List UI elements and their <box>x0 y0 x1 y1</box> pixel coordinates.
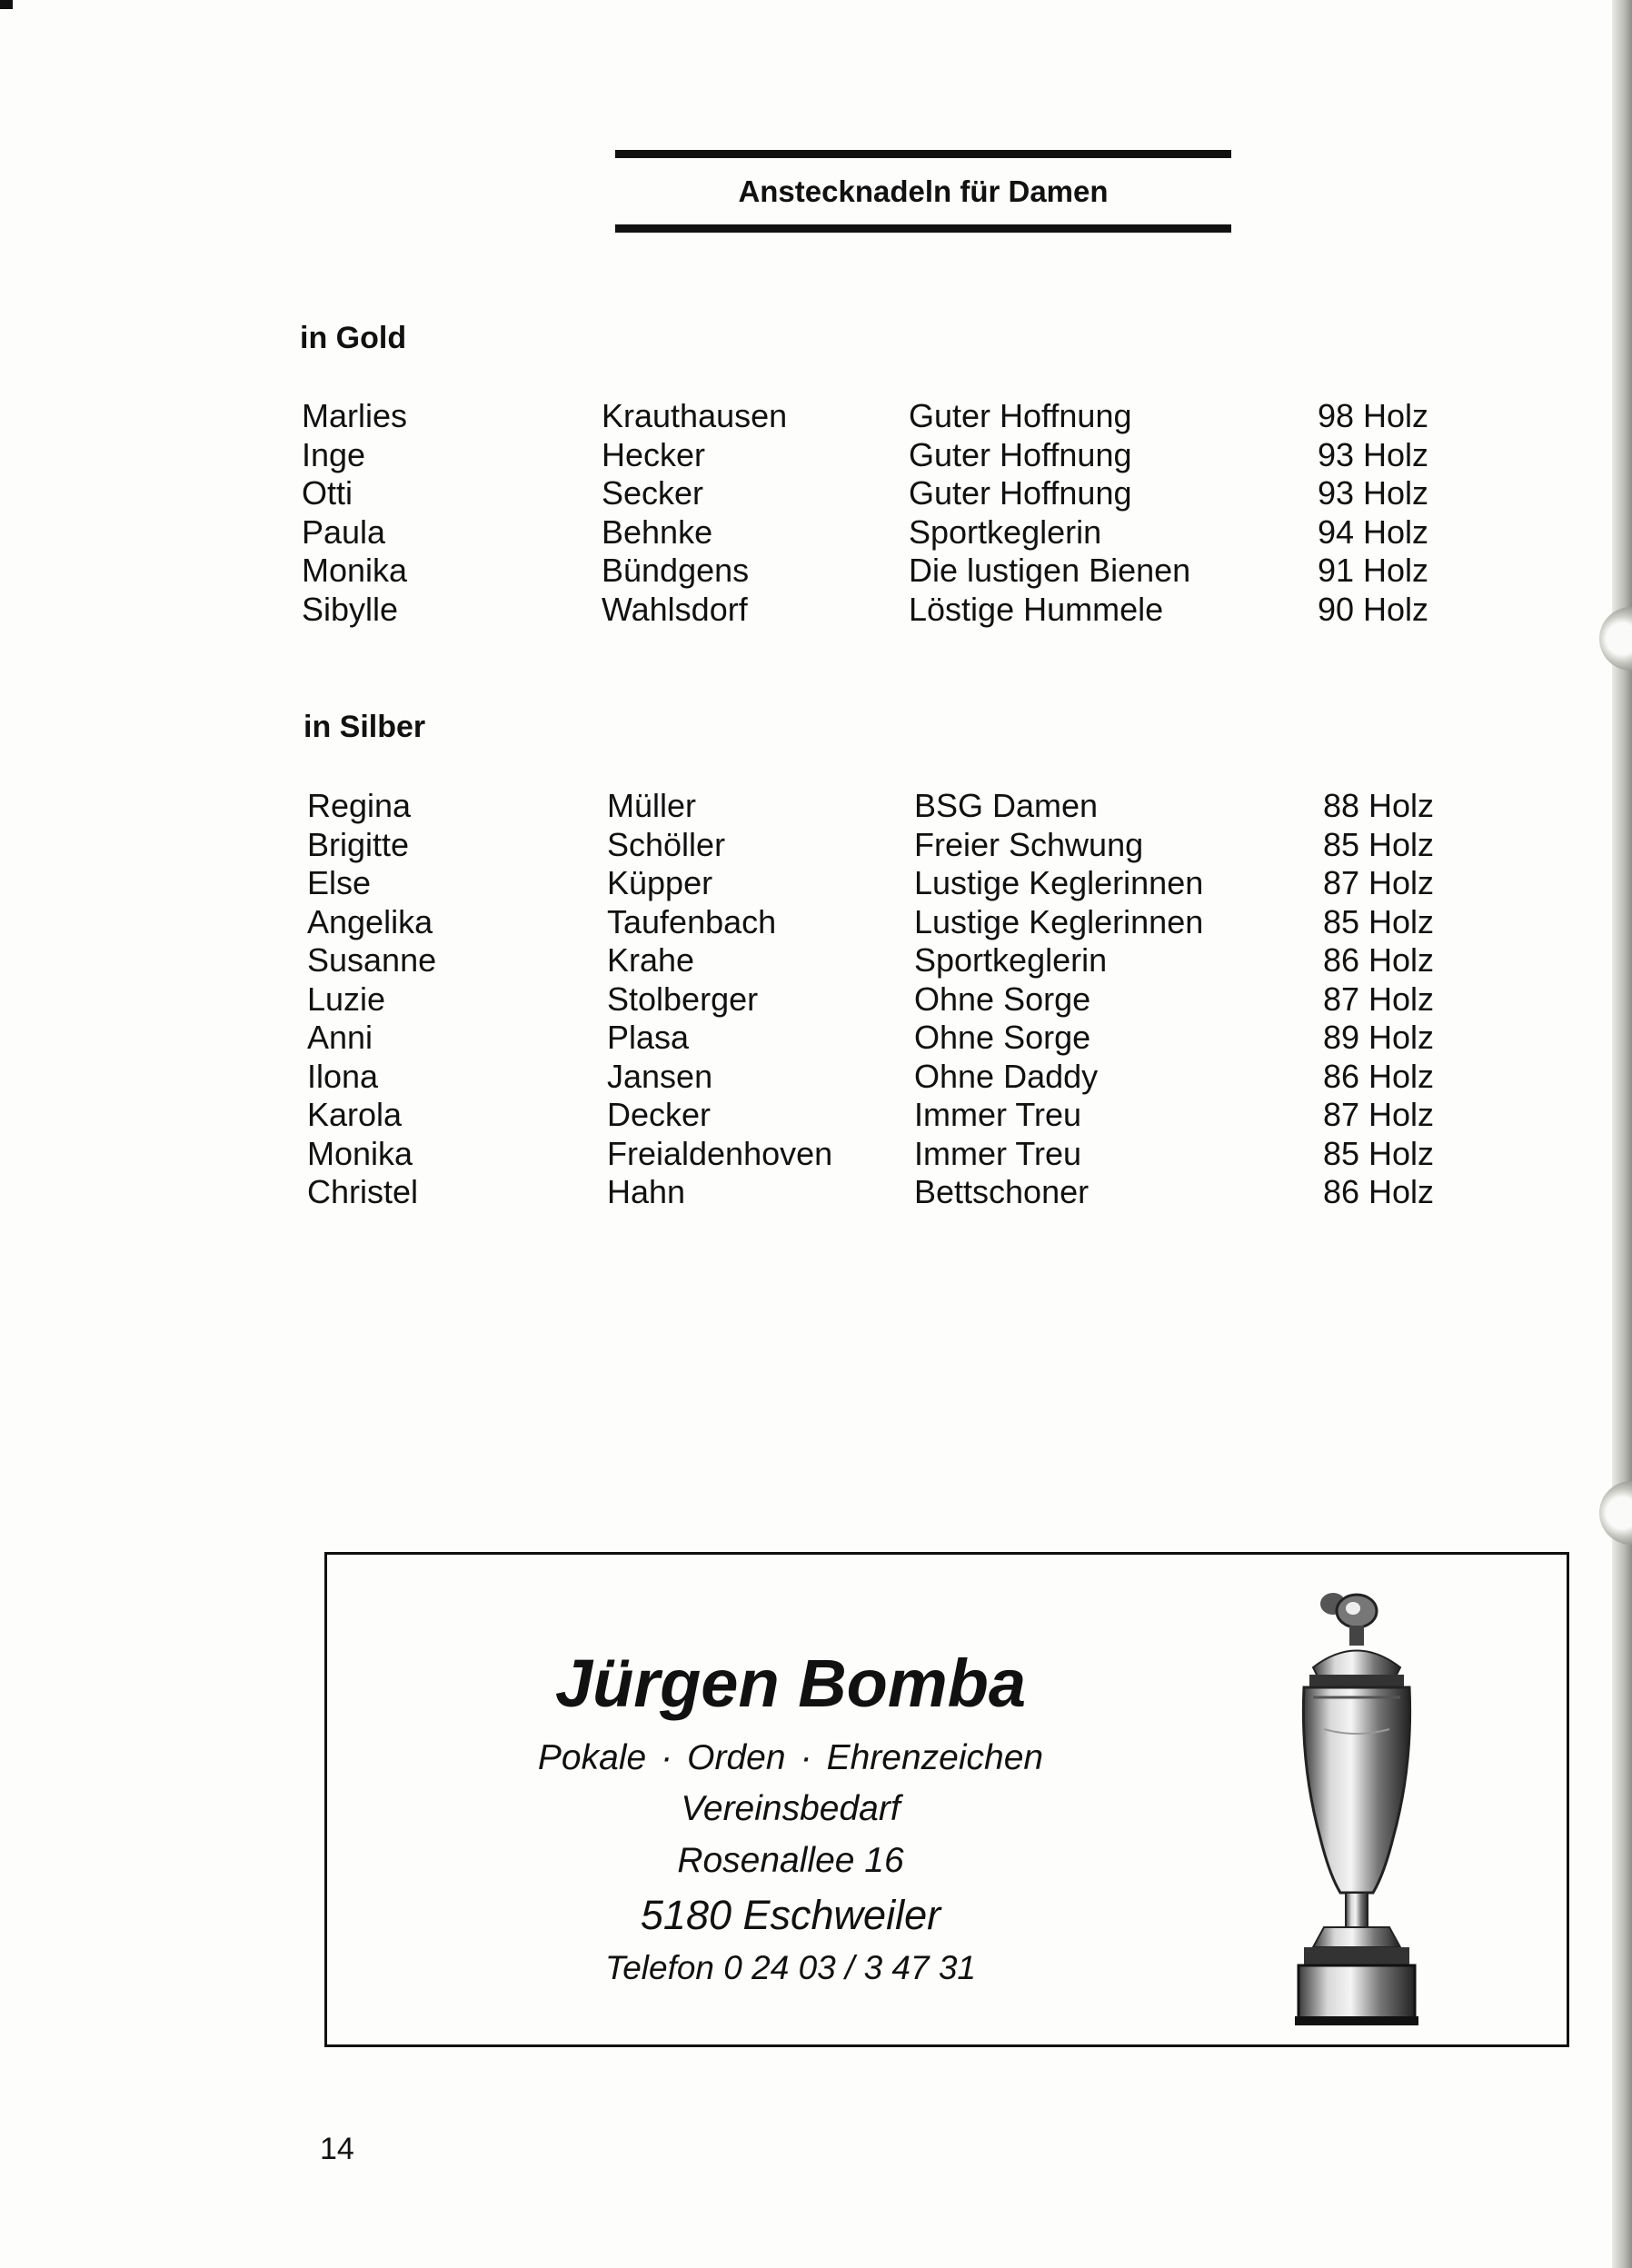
score: 86 Holz <box>1322 1173 1434 1210</box>
table-row <box>302 591 1574 630</box>
first-name: Paula <box>302 512 386 551</box>
table-row <box>307 864 1579 903</box>
last-name: Jansen <box>607 1057 713 1095</box>
first-name: Sibylle <box>302 590 399 628</box>
table-row <box>307 1135 1579 1174</box>
ad-separator: · <box>800 1738 812 1777</box>
ad-business-name: Jürgen Bomba <box>554 1646 1027 1721</box>
first-name: Inge <box>302 435 366 473</box>
score: 93 Holz <box>1317 435 1428 473</box>
club-name: Guter Hoffnung <box>909 397 1132 434</box>
club-name: Lustige Keglerinnen <box>914 902 1204 940</box>
last-name: Wahlsdorf <box>602 590 748 628</box>
punch-hole-bottom <box>1599 1481 1632 1545</box>
club-name: Ohne Sorge <box>914 1019 1091 1056</box>
club-name: Sportkeglerin <box>909 512 1102 551</box>
ad-service-2: Orden <box>687 1738 786 1777</box>
first-name: Ilona <box>307 1057 379 1095</box>
trophy-icon <box>1277 1584 1472 2029</box>
last-name: Küpper <box>607 864 713 901</box>
table-row <box>307 826 1579 865</box>
last-name: Freialdenhoven <box>607 1134 833 1172</box>
ad-service-1: Pokale <box>537 1738 647 1777</box>
section-title-gold: in Gold <box>300 321 407 355</box>
club-name: Ohne Daddy <box>914 1057 1099 1095</box>
score: 88 Holz <box>1322 787 1434 824</box>
table-row <box>307 1173 1579 1212</box>
last-name: Plasa <box>607 1019 690 1056</box>
first-name: Brigitte <box>307 825 410 863</box>
scan-corner-mark <box>0 0 13 9</box>
score: 85 Holz <box>1322 1134 1434 1172</box>
table-row <box>307 980 1579 1020</box>
last-name: Hecker <box>602 435 706 473</box>
first-name: Christel <box>307 1173 419 1210</box>
last-name: Secker <box>602 474 704 512</box>
score: 85 Holz <box>1322 825 1434 863</box>
first-name: Luzie <box>307 980 386 1018</box>
score: 89 Holz <box>1322 1019 1434 1056</box>
last-name: Taufenbach <box>607 902 777 940</box>
table-row <box>302 513 1574 552</box>
score: 87 Holz <box>1322 864 1434 901</box>
last-name: Krahe <box>607 941 695 979</box>
ad-separator: · <box>661 1738 673 1777</box>
club-name: Guter Hoffnung <box>909 435 1132 473</box>
table-row <box>302 474 1574 513</box>
heading-rule-top <box>615 150 1231 158</box>
first-name: Otti <box>302 474 353 512</box>
club-name: Freier Schwung <box>914 825 1144 863</box>
score: 85 Holz <box>1322 902 1434 940</box>
ad-service-3: Ehrenzeichen <box>826 1738 1044 1777</box>
last-name: Bündgens <box>602 552 750 589</box>
club-name: Immer Treu <box>914 1134 1082 1172</box>
score: 90 Holz <box>1317 590 1428 628</box>
last-name: Krauthausen <box>602 397 788 434</box>
club-name: Ohne Sorge <box>914 980 1091 1018</box>
table-row <box>302 552 1574 591</box>
ad-phone: Telefon 0 24 03 / 3 47 31 <box>604 1949 977 1986</box>
last-name: Decker <box>607 1096 712 1133</box>
score: 93 Holz <box>1317 474 1428 512</box>
punch-hole-top <box>1599 607 1632 671</box>
last-name: Hahn <box>607 1173 686 1210</box>
gold-table <box>302 397 1574 629</box>
score: 94 Holz <box>1317 512 1428 551</box>
ad-services-line <box>327 1736 1254 1780</box>
ad-subline: Vereinsbedarf <box>681 1789 901 1828</box>
heading-box <box>615 150 1231 237</box>
page-number: 14 <box>320 2132 354 2166</box>
page-edge-shadow <box>1612 0 1632 2268</box>
first-name: Regina <box>307 787 412 824</box>
heading-rule-bottom <box>615 224 1231 233</box>
club-name: Guter Hoffnung <box>909 474 1132 512</box>
table-row <box>307 787 1579 826</box>
first-name: Susanne <box>307 941 437 979</box>
table-row <box>307 1019 1579 1058</box>
first-name: Marlies <box>302 397 408 434</box>
last-name: Müller <box>607 787 697 824</box>
advertisement-box <box>324 1552 1569 2047</box>
club-name: Die lustigen Bienen <box>909 552 1191 589</box>
silber-table <box>307 787 1579 1212</box>
first-name: Monika <box>302 552 408 589</box>
last-name: Stolberger <box>607 980 759 1018</box>
score: 87 Holz <box>1322 1096 1434 1133</box>
club-name: Löstige Hummele <box>909 590 1164 628</box>
table-row <box>307 1096 1579 1135</box>
table-row <box>302 397 1574 436</box>
table-row <box>307 1058 1579 1097</box>
ad-city: 5180 Eschweiler <box>640 1892 941 1938</box>
first-name: Else <box>307 864 372 901</box>
score: 86 Holz <box>1322 941 1434 979</box>
club-name: BSG Damen <box>914 787 1099 824</box>
first-name: Monika <box>307 1134 413 1172</box>
last-name: Schöller <box>607 825 726 863</box>
first-name: Anni <box>307 1019 373 1056</box>
club-name: Bettschoner <box>914 1173 1090 1210</box>
score: 86 Holz <box>1322 1057 1434 1095</box>
club-name: Immer Treu <box>914 1096 1082 1133</box>
last-name: Behnke <box>602 512 713 551</box>
ad-street: Rosenallee 16 <box>677 1841 904 1880</box>
first-name: Karola <box>307 1096 403 1133</box>
table-row <box>307 941 1579 980</box>
table-row <box>302 436 1574 475</box>
table-row <box>307 903 1579 942</box>
first-name: Angelika <box>307 902 433 940</box>
club-name: Sportkeglerin <box>914 941 1108 979</box>
page-title: Anstecknadeln für Damen <box>738 174 1109 208</box>
score: 91 Holz <box>1317 552 1428 589</box>
score: 98 Holz <box>1317 397 1428 434</box>
section-title-silber: in Silber <box>304 710 426 744</box>
club-name: Lustige Keglerinnen <box>914 864 1204 901</box>
score: 87 Holz <box>1322 980 1434 1018</box>
